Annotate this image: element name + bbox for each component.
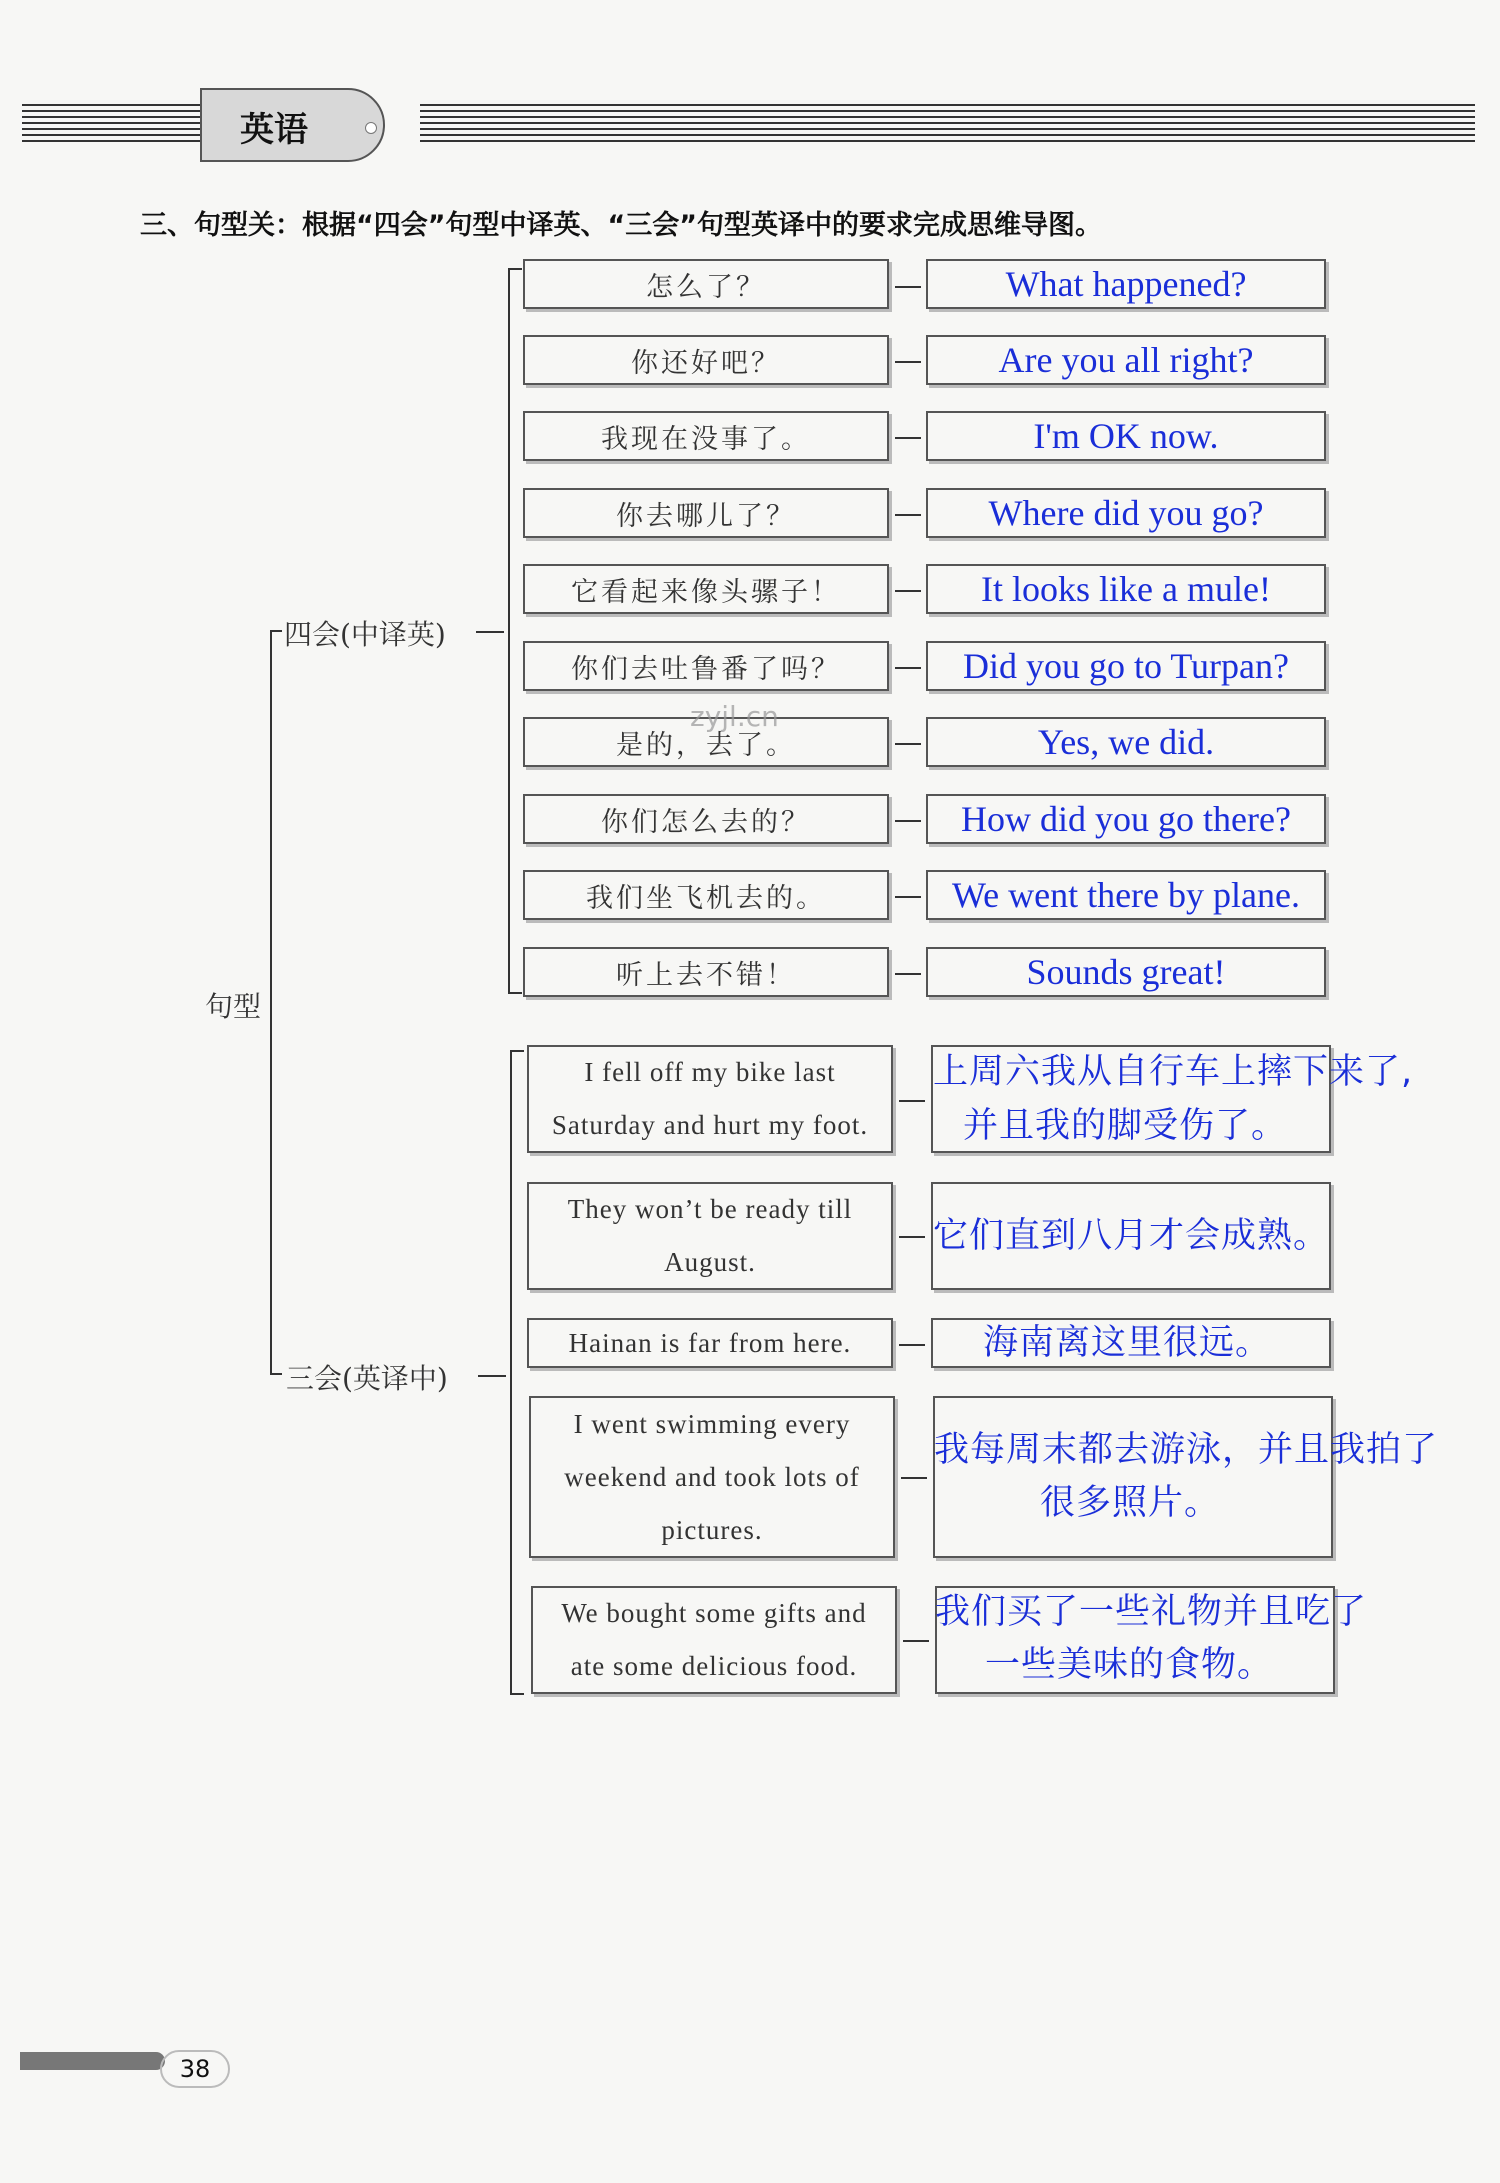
four-skills-answer-9: We went there by plane. <box>926 870 1326 920</box>
four-skills-prompt-6: 你们去吐鲁番了吗？ <box>523 641 889 691</box>
four-skills-prompt-2: 你还好吧？ <box>523 335 889 385</box>
three-skills-answer-line: 一些美味的食物。 <box>985 1645 1274 1685</box>
four-skills-answer-5: It looks like a mule! <box>926 564 1326 614</box>
root-bracket-top <box>270 630 282 632</box>
four-skills-answer-3: I'm OK now. <box>926 411 1326 461</box>
root-label: 句型 <box>205 990 262 1023</box>
three-skills-prompt-1: I fell off my bike last Saturday and hurt my foot. <box>527 1045 893 1153</box>
four-skills-answer-6: Did you go to Turpan? <box>926 641 1326 691</box>
watermark: zyjl.cn <box>690 700 779 733</box>
connector-dash <box>899 1100 925 1102</box>
three-skills-answer-line: 并且我的脚受伤了。 <box>963 1106 1288 1146</box>
subject-label: 英语 <box>240 110 308 150</box>
three-skills-label: 三会(英译中) <box>286 1362 448 1395</box>
connector-dash <box>895 667 921 669</box>
connector-dash <box>895 361 921 363</box>
connector-dash <box>895 514 921 516</box>
three-skills-prompt-2: They won’t be ready till August. <box>527 1182 893 1290</box>
four-skills-bracket-top <box>508 268 522 270</box>
connector-dash <box>899 1236 925 1238</box>
connector-dash <box>899 1344 925 1346</box>
three-skills-connector <box>478 1375 506 1377</box>
four-skills-prompt-4: 你去哪儿了？ <box>523 488 889 538</box>
four-skills-prompt-8: 你们怎么去的？ <box>523 794 889 844</box>
three-skills-bracket <box>510 1050 512 1695</box>
tab-hole-icon <box>365 122 377 134</box>
four-skills-prompt-7: 是的，去了。 <box>523 717 889 767</box>
root-bracket-bottom <box>270 1373 282 1375</box>
four-skills-bracket-bottom <box>508 992 522 994</box>
three-skills-answer-line: 很多照片。 <box>1040 1483 1221 1523</box>
connector-dash <box>895 973 921 975</box>
four-skills-prompt-10: 听上去不错！ <box>523 947 889 997</box>
four-skills-connector <box>476 631 504 633</box>
connector-dash <box>895 820 921 822</box>
three-skills-answer-line: 它们直到八月才会成熟。 <box>933 1216 1330 1256</box>
three-skills-bracket-bottom <box>510 1693 524 1695</box>
header-stripes-left <box>22 104 202 146</box>
three-skills-answer-line: 海南离这里很远。 <box>983 1323 1272 1363</box>
connector-dash <box>895 437 921 439</box>
four-skills-prompt-1: 怎么了？ <box>523 259 889 309</box>
four-skills-prompt-5: 它看起来像头骡子！ <box>523 564 889 614</box>
three-skills-prompt-4: I went swimming every weekend and took lots of pictures. <box>529 1396 895 1558</box>
connector-dash <box>901 1477 927 1479</box>
page-number: 38 <box>160 2050 230 2088</box>
connector-dash <box>895 896 921 898</box>
four-skills-answer-7: Yes, we did. <box>926 717 1326 767</box>
three-skills-bracket-top <box>510 1050 524 1052</box>
four-skills-answer-1: What happened? <box>926 259 1326 309</box>
root-bracket-vertical <box>270 630 272 1375</box>
four-skills-prompt-3: 我现在没事了。 <box>523 411 889 461</box>
four-skills-answer-8: How did you go there? <box>926 794 1326 844</box>
four-skills-label: 四会(中译英) <box>284 618 446 651</box>
section-instruction: 三、句型关：根据“四会”句型中译英、“三会”句型英译中的要求完成思维导图。 <box>140 210 1102 241</box>
connector-dash <box>895 743 921 745</box>
footer-bar <box>20 2052 165 2070</box>
connector-dash <box>895 590 921 592</box>
header-stripes-right <box>420 104 1475 146</box>
three-skills-answer-line: 我们买了一些礼物并且吃了 <box>935 1592 1368 1632</box>
connector-dash <box>895 286 921 288</box>
three-skills-prompt-3: Hainan is far from here. <box>527 1318 893 1368</box>
four-skills-answer-10: Sounds great! <box>926 947 1326 997</box>
four-skills-answer-4: Where did you go? <box>926 488 1326 538</box>
four-skills-prompt-9: 我们坐飞机去的。 <box>523 870 889 920</box>
three-skills-answer-line: 上周六我从自行车上摔下来了, <box>933 1052 1414 1092</box>
three-skills-prompt-5: We bought some gifts and ate some delicious food. <box>531 1586 897 1694</box>
connector-dash <box>903 1640 929 1642</box>
three-skills-answer-line: 我每周末都去游泳，并且我拍了 <box>934 1430 1439 1470</box>
four-skills-bracket <box>508 268 510 994</box>
four-skills-answer-2: Are you all right? <box>926 335 1326 385</box>
